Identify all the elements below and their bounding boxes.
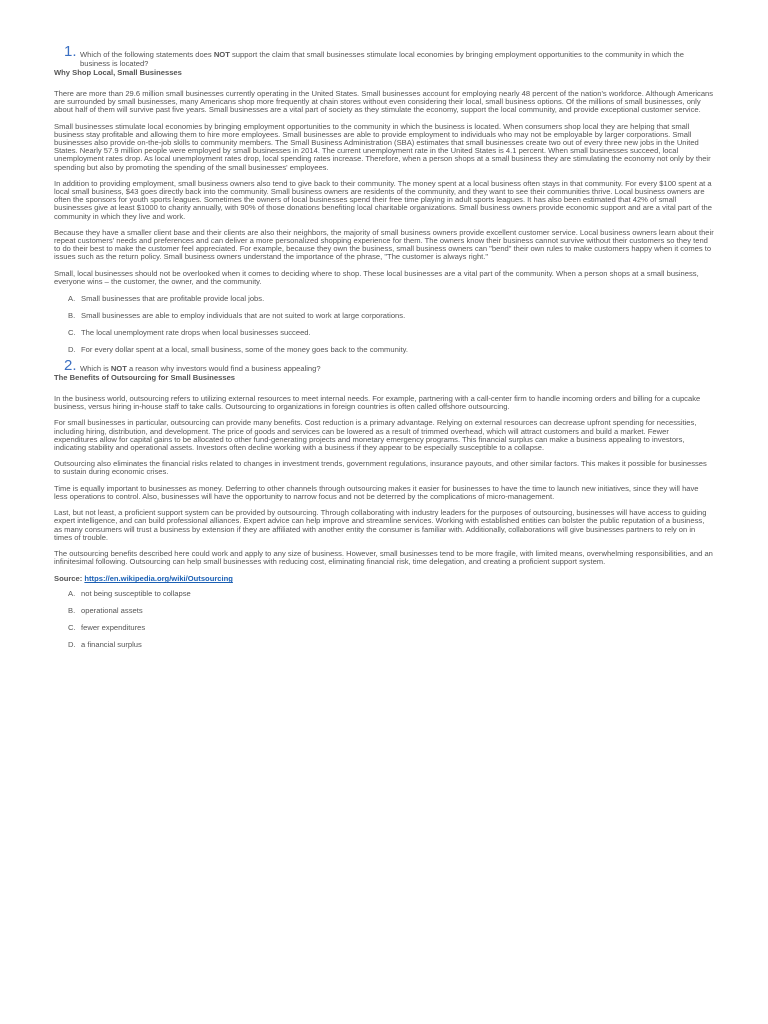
choice-letter: D.	[68, 640, 76, 650]
question-2-stem-before: Which is	[80, 364, 111, 374]
passage-1-title: Why Shop Local, Small Businesses	[54, 68, 182, 77]
choice-text: operational assets	[81, 606, 143, 616]
source-label: Source:	[54, 574, 85, 584]
choice-letter: C.	[68, 623, 76, 633]
question-1-choice-c[interactable]	[68, 328, 714, 337]
question-2-stem-bold: NOT	[110, 364, 127, 374]
question-1-stem-bold: NOT	[213, 50, 230, 59]
choice-letter: C.	[68, 328, 76, 338]
passage-1-paragraph: Small, local businesses should not be overlooked when it comes to deciding where to shop. These local businesses are a vital part of the community. When a person shops at a small business, everyone wins – the customer, the owner, and the community.	[54, 268, 699, 286]
passage-1-paragraph: In addition to providing employment, small business owners also tend to give back to their community. The money spent at a local business often stays in that community. For every $100 spent at a local small business, $43 goes directly back into the community. Small business owners are residents of the community, and they want to see their communities thrive. Local business owners are often the sponsors for youth sports leagues. Sometimes the owners of local businesses spend their free time playing in adult sports leagues. It has also been estimated that 42% of small businesses give at least $1000 to charity annually, with 90% of those donations benefiting local charitable organizations. Small business owners provide economic support and are a vital part of the community in which they live and work.	[54, 178, 712, 221]
question-1	[54, 43, 714, 355]
question-1-choices	[54, 294, 714, 354]
passage-1-paragraph: Small businesses stimulate local economies by bringing employment opportunities to the community in which the business is located. When consumers shop local they are helping that small business stay profitable and allowing them to hire more employees. Small businesses are able to provide employment to individuals who may not be employable by larger corporations. Small businesses also provide on-the-job skills to community members. The Small Business Administration (SBA) estimates that small businesses create two out of every three new jobs in the United States. Nearly 57.9 million people were employed by small businesses in 2014. The current unemployment rate in the United States is 4.1 percent. When small businesses succeed, local unemployment rates drop. As local unemployment rates drop, local spending rates increase. Therefore, when a person shops at a small business they are stimulating the economy not only by their spending but also by promoting the spending of the small businesses' employees.	[54, 121, 711, 172]
choice-text: a financial surplus	[81, 640, 142, 650]
passage-2-paragraph: Time is equally important to businesses as money. Deferring to other channels through outsourcing makes it easier for businesses to have the time to launch new initiatives, since they will have less operations to control. Also, businesses will have the opportunity to narrow focus and not be deterred by the complications of micro-management.	[54, 483, 699, 501]
passage-2-title: The Benefits of Outsourcing for Small Businesses	[54, 373, 236, 383]
passage-2-paragraph: Last, but not least, a proficient support system can be provided by outsourcing. Through collaborating with industry leaders for the purposes of outsourcing, businesses will have access to guiding expert intelligence, and can build professional alliances. Expert advice can help improve and streamline services. Working with established entities can bolster the public reputation of a business, as many consumers will trust a business by extension if they are affiliated with another entity the consumer is familiar with. Additionally, collaborations will give businesses partners to rely on in times of trouble.	[54, 508, 707, 542]
passage-2-paragraph: Outsourcing also eliminates the financial risks related to changes in investment trends, government regulations, insurance payouts, and other similar factors. This makes it possible for businesses to sustain during economic crises.	[54, 459, 707, 477]
passage-2-paragraph: For small businesses in particular, outsourcing can provide many benefits. Cost reduction is a primary advantage. Relying on external resources can decrease upfront spending for necessities, including hiring, distribution, and development. The price of goods and services can be lowered as a result of trimmed overhead, which will attract customers and build a market. Fewer expenditures allow for capital gains to be allocated to other fund-generating projects and monetary emergency programs. This financial surplus can make a business appealing to investors, indicating stability and operational assets. Investors often decline working with a business if they appear to be especially susceptible to a collapse.	[54, 418, 697, 453]
choice-text: Small businesses that are profitable provide local jobs.	[81, 294, 265, 304]
choice-letter: B.	[68, 606, 76, 616]
choice-text: For every dollar spent at a local, small business, some of the money goes back to the community.	[81, 345, 408, 355]
choice-letter: A.	[68, 294, 76, 304]
question-2-choice-c[interactable]	[68, 623, 714, 632]
question-1-choice-a[interactable]	[68, 294, 714, 303]
question-1-stem-after: support the claim that small businesses stimulate local economies by bringing employment opportunities to the community in which the business is located?	[80, 50, 685, 68]
question-1-number: 1.	[64, 43, 77, 60]
question-2-number: 2.	[64, 357, 77, 375]
choice-letter: D.	[68, 345, 76, 355]
choice-text: The local unemployment rate drops when local businesses succeed.	[81, 328, 311, 338]
question-2-stem-after: a reason why investors would find a business appealing?	[126, 364, 321, 374]
question-2-stem	[54, 357, 714, 375]
question-2-choices	[54, 589, 714, 649]
source-line	[54, 574, 714, 583]
passage-1-paragraph: Because they have a smaller client base and their clients are also their neighbors, the majority of small business owners provide excellent customer service. Local business owners learn about their repeat customers' needs and preferences and can deliver a more personalized shopping experience for them. The owners know their business cannot survive without their customers so they tend to do their best to make the customer feel appreciated. For example, because they own the business, small business owners can "bend" their own rules to make customers happy when it comes to issues such as the return policy. Small business owners understand the importance of the phrase, "The customer is always right."	[54, 227, 714, 262]
worksheet-page	[54, 43, 714, 657]
choice-text: not being susceptible to collapse	[81, 589, 191, 599]
question-2-choice-d[interactable]	[68, 640, 714, 649]
choice-text: fewer expenditures	[81, 623, 146, 633]
question-1-stem-before: Which of the following statements does	[80, 50, 214, 59]
question-2-choice-a[interactable]	[68, 589, 714, 598]
choice-letter: A.	[68, 589, 76, 599]
question-1-stem	[54, 43, 714, 68]
choice-letter: B.	[68, 311, 76, 321]
passage-2-paragraph: The outsourcing benefits described here could work and apply to any size of business. However, small businesses tend to be more fragile, with limited means, overwhelming responsibilities, and an infinitesimal following. Outsourcing can help small businesses with reducing cost, eliminating financial risk, time delegation, and creating a proficient support system.	[54, 548, 713, 567]
question-2	[54, 357, 714, 650]
passage-1-paragraph: There are more than 29.6 million small businesses currently operating in the United States. Small businesses account for employing nearly 48 percent of the nation's workforce. Although Americans are surrounded by small businesses, many Americans shop more frequently at chain stores without even considering their local, small business options. Of the millions of small businesses, only about half of them will survive past five years. Small businesses are a vital part of society as they stimulate the economy, support the local community, and provide exceptional customer service.	[54, 89, 714, 115]
question-1-choice-d[interactable]	[68, 345, 714, 354]
source-link[interactable]: https://en.wikipedia.org/wiki/Outsourcing	[84, 574, 233, 584]
question-1-choice-b[interactable]	[68, 311, 714, 320]
choice-text: Small businesses are able to employ individuals that are not suited to work at large corporations.	[81, 311, 406, 321]
question-2-choice-b[interactable]	[68, 606, 714, 615]
passage-2-paragraph: In the business world, outsourcing refers to utilizing external resources to meet internal needs. For example, partnering with a call-center firm to handle incoming orders and billing for a cupcake business, versus hiring in-house staff to take calls. Outsourcing to organizations in foreign countries is often called offshore outsourcing.	[54, 394, 701, 412]
